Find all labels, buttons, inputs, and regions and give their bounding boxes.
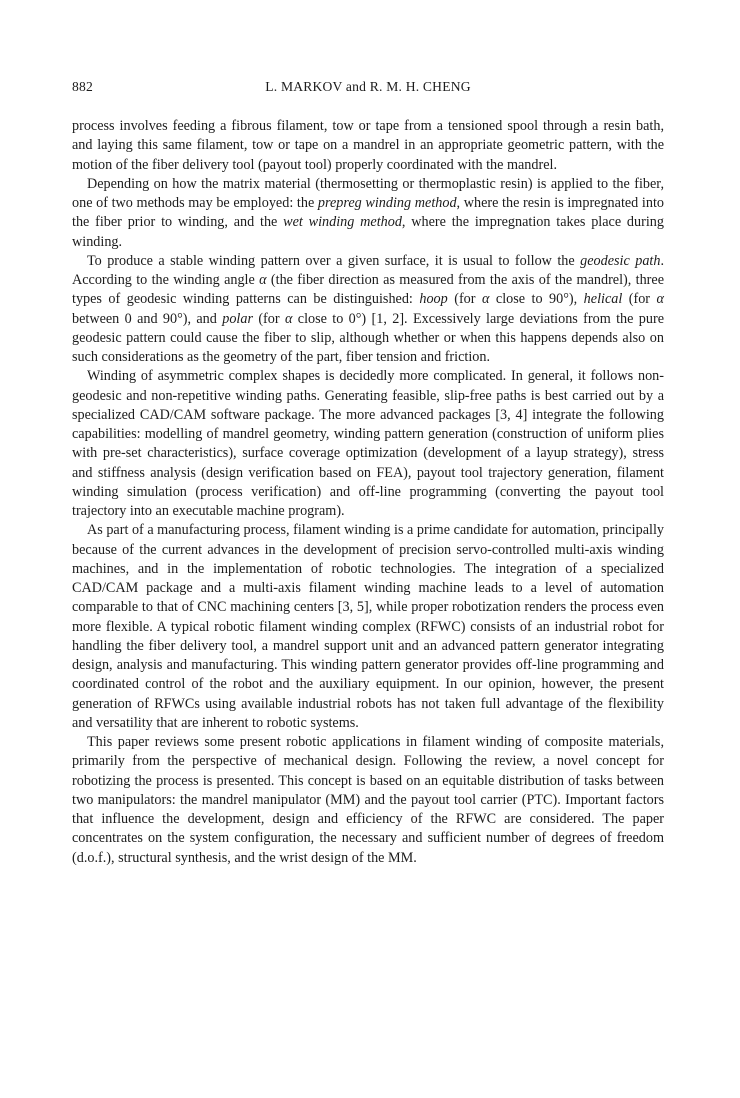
text-run: (for [252,310,285,327]
paragraph [72,117,664,175]
text-run: Winding of asymmetric complex shapes is decidedly more complicated. In general, it follows non-geodesic and non-repetitive winding paths. Generating feasible, slip-free paths is best carried out by a specialized CAD/CAM software package. The more advanced packages [3, 4] integrate the following capabilities: modelling of mandrel geometry, winding pattern generation (construction of uniform plies with pre-set characteristics), surface coverage optimization (development of a layup strategy), stress and stiffness analysis (design verification based on FEA), payout tool trajectory generation, filament winding simulation (process verification) and off-line programming (converting the payout tool trajectory into an executable machine program). [72,368,664,519]
running-head-authors: L. MARKOV and R. M. H. CHENG [265,79,471,94]
italic-text-run: polar [222,310,253,327]
text-run: As part of a manufacturing process, filament winding is a prime candidate for automation, principally because of the current advances in the development of precision servo-controlled multi-axis winding machines, and in the implementation of robotic technologies. The integration of a specialized CAD/CAM package and a multi-axis filament winding machine leads to a level of automation comparable to that of CNC machining centers [3, 5], while proper robotization renders the process even more flexible. A typical robotic filament winding complex (RFWC) consists of an industrial robot for handling the fiber delivery tool, a mandrel support unit and an advanced pattern generator integrating design, analysis and manufacturing. This winding pattern generator provides off-line programming and coordinated control of the robot and the auxiliary equipment. In our opinion, however, the present generation of RFWCs using available industrial robots has not taken full advantage of the flexibility and versatility that are inherent to robotic systems. [72,522,664,731]
text-run: Depending on how the matrix material (thermosetting or thermoplastic resin) is applied to the fiber, one of two methods may be employed: the [72,175,664,211]
text-run: , where the impregnation takes place during winding. [72,214,664,250]
body-text [72,117,664,868]
italic-text-run: helical [583,291,623,308]
paragraph [72,521,664,733]
paragraph [72,252,664,368]
paragraph [72,175,664,252]
italic-text-run: α [481,291,490,308]
text-run: close to 90°), [489,291,584,308]
text-run: close to 0°) [1, 2]. Excessively large deviations from the pure geodesic pattern could cause the fiber to slip, although whether or when this happens depends also on such considerations as the geometry of the part, fiber tension and friction. [72,310,664,365]
italic-text-run: geodesic path [580,252,661,269]
text-run: This paper reviews some present robotic applications in filament winding of composite materials, primarily from the perspective of mechanical design. Following the review, a novel concept for robotizing the process is presented. This concept is based on an equitable distribution of tasks between two manipulators: the mandrel manipulator (MM) and the payout tool carrier (PTC). Important factors that influence the development, design and efficiency of the RFWC are considered. The paper concentrates on the system configuration, the necessary and sufficient number of degrees of freedom (d.o.f.), structural synthesis, and the wrist design of the MM. [72,734,664,866]
italic-text-run: wet winding method [283,214,402,231]
text-run: (for [622,291,657,308]
text-run: between 0 and 90°), and [72,310,223,327]
italic-text-run: α [656,291,664,308]
running-head [72,79,664,99]
text-run: , where the resin is impregnated into the fiber prior to winding, and the [72,195,664,231]
paragraph [72,733,664,868]
page-number: 882 [72,79,93,94]
text-run: process involves feeding a fibrous filament, tow or tape from a tensioned spool through a resin bath, and laying this same filament, tow or tape on a mandrel in an appropriate geometric pattern, with the motion of the fiber delivery tool (payout tool) properly coordinated with the mandrel. [72,118,664,173]
text-run: (for [447,291,482,308]
italic-text-run: hoop [419,291,448,308]
italic-text-run: prepreg winding method [317,195,457,211]
italic-text-run: α [259,272,267,288]
text-run: To produce a stable winding pattern over a given surface, it is usual to follow the [87,252,581,269]
italic-text-run: α [284,310,293,327]
text-run: . According to the winding angle [72,252,664,288]
text-run: (the fiber direction as measured from the axis of the mandrel), three types of geodesic winding patterns can be distinguished: [72,272,664,308]
paragraph [72,367,664,521]
